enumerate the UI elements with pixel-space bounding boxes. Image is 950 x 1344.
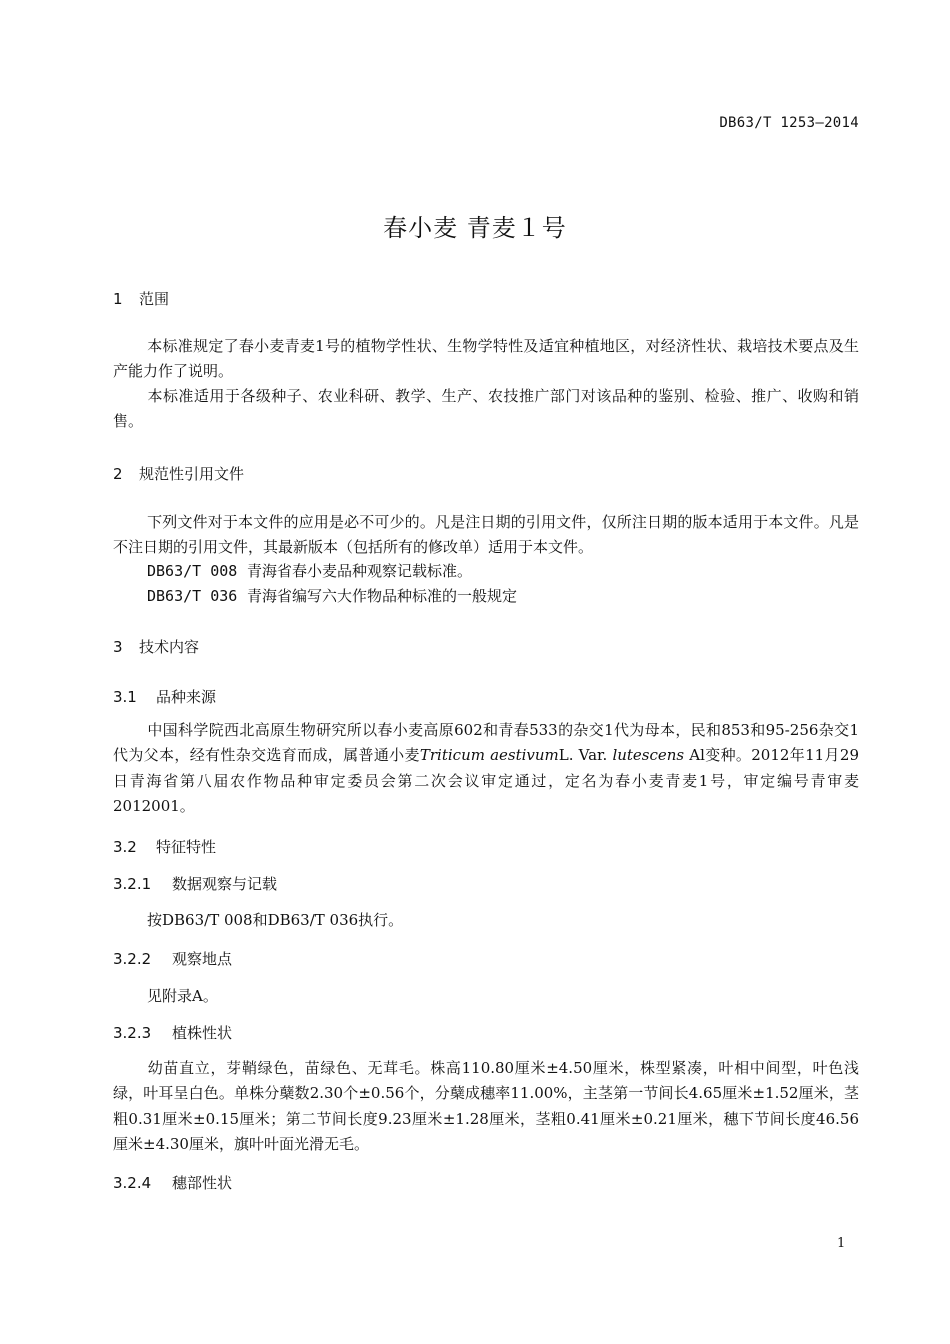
species-name: Triticum aestivum bbox=[419, 746, 559, 765]
section-title: 数据观察与记载 bbox=[172, 875, 278, 893]
section-title: 技术内容 bbox=[139, 638, 200, 656]
paragraph-text: 见附录A。 bbox=[147, 987, 218, 1005]
paragraph-variety-origin bbox=[113, 718, 859, 819]
paragraph-scope-1 bbox=[113, 334, 859, 385]
paragraph-text: 本标准适用于各级种子、农业科研、教学、生产、农技推广部门对该品种的鉴别、检验、推广、收购和销售。 bbox=[113, 387, 859, 431]
section-heading-2 bbox=[113, 463, 244, 484]
section-number: 3.2.3 bbox=[113, 1024, 152, 1042]
paragraph-observation-site bbox=[113, 984, 859, 1009]
paragraph-text: 本标准规定了春小麦青麦1号的植物学性状、生物学特性及适宜种植地区，对经济性状、栽培技术要点及生产能力作了说明。 bbox=[113, 337, 859, 381]
section-number: 3.2.4 bbox=[113, 1174, 152, 1192]
paragraph-plant-traits bbox=[113, 1056, 859, 1157]
section-number: 2 bbox=[113, 465, 123, 483]
reference-item bbox=[147, 560, 472, 581]
reference-code: DB63/T 036 bbox=[147, 587, 238, 605]
paragraph-data-recording bbox=[113, 908, 859, 933]
subsection-heading-3-2 bbox=[113, 836, 216, 857]
section-number: 1 bbox=[113, 290, 123, 308]
paragraph-text: 幼苗直立，芽鞘绿色，苗绿色、无茸毛。株高110.80厘米±4.50厘米，株型紧凑，叶相中间型，叶色浅绿，叶耳呈白色。单株分蘖数2.30个±0.56个，分蘖成穗率11.00%，主茎第一节间长4.65厘米±1.52厘米，茎粗0.31厘米±0.15厘米；第二节间长度9.23厘米±1.28厘米，茎粗0.41厘米±0.21厘米，穗下节间长度46.56厘米±4.30厘米，旗叶叶面光滑无毛。 bbox=[113, 1059, 859, 1153]
reference-name: 青海省春小麦品种观察记载标准。 bbox=[247, 562, 473, 580]
section-heading-1 bbox=[113, 288, 169, 309]
paragraph-normative-refs bbox=[113, 510, 859, 561]
subsection-heading-3-2-2 bbox=[113, 948, 232, 969]
section-title: 穗部性状 bbox=[172, 1174, 233, 1192]
section-title: 品种来源 bbox=[156, 688, 217, 706]
section-number: 3.2 bbox=[113, 838, 137, 856]
reference-code: DB63/T 008 bbox=[147, 562, 238, 580]
section-title: 规范性引用文件 bbox=[139, 465, 245, 483]
variety-name: lutescens bbox=[612, 746, 685, 765]
paragraph-text: Al变种。2012年11月29日青海省第八届农作物品种审定委员会第二次会议审定通过，定名为春小麦青麦1号，审定编号青审麦2012001。 bbox=[113, 746, 859, 815]
reference-name: 青海省编写六大作物品种标准的一般规定 bbox=[247, 587, 518, 605]
paragraph-scope-2 bbox=[113, 384, 859, 435]
section-title: 观察地点 bbox=[172, 950, 233, 968]
paragraph-text: 中国科学院西北高原生物研究所以春小麦高原602和青春533的杂交1代为母本，民和853和95-256杂交1代为父本，经有性杂交选育而成，属普通小麦 bbox=[113, 721, 859, 765]
section-title: 植株性状 bbox=[172, 1024, 233, 1042]
paragraph-text: 按DB63/T 008和DB63/T 036执行。 bbox=[147, 911, 404, 929]
section-number: 3.2.2 bbox=[113, 950, 152, 968]
subsection-heading-3-2-3 bbox=[113, 1022, 232, 1043]
paragraph-text: 下列文件对于本文件的应用是必不可少的。凡是注日期的引用文件，仅所注日期的版本适用于本文件。凡是不注日期的引用文件，其最新版本（包括所有的修改单）适用于本文件。 bbox=[113, 513, 859, 557]
paragraph-text: L. Var. bbox=[558, 746, 608, 765]
reference-item bbox=[147, 585, 517, 606]
section-number: 3 bbox=[113, 638, 123, 656]
page-title: 春小麦 青麦１号 bbox=[383, 214, 567, 242]
section-number: 3.2.1 bbox=[113, 875, 152, 893]
section-number: 3.1 bbox=[113, 688, 137, 706]
section-title: 特征特性 bbox=[156, 838, 217, 856]
section-title: 范围 bbox=[139, 290, 170, 308]
page-number: 1 bbox=[837, 1236, 846, 1251]
document-code: DB63/T 1253—2014 bbox=[719, 115, 859, 131]
subsection-heading-3-2-4 bbox=[113, 1172, 232, 1193]
section-heading-3 bbox=[113, 636, 199, 657]
subsection-heading-3-1 bbox=[113, 686, 216, 707]
subsection-heading-3-2-1 bbox=[113, 873, 277, 894]
